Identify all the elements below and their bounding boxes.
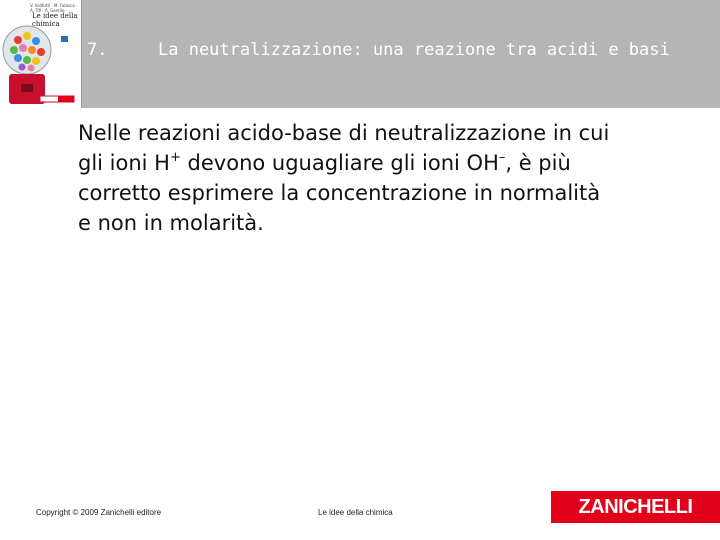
section-number: 7. [87, 40, 108, 60]
body-line-1: Nelle reazioni acido-base di neutralizzazione in cui [78, 121, 610, 145]
cover-book-title: Le idee della chimica [32, 12, 78, 28]
oh-ion-charge: – [498, 150, 506, 165]
cover-author-line: V. Valitutti · M. Falasca · A. Tifi · A. Gentile [30, 3, 78, 13]
book-cover-thumbnail [0, 0, 82, 108]
footer-copyright: Copyright © 2009 Zanichelli editore [36, 508, 162, 517]
footer-book-title: Le idee della chimica [318, 508, 393, 517]
page-title: La neutralizzazione: una reazione tra acidi e basi [158, 40, 670, 60]
body-line-3: corretto esprimere la concentrazione in normalità [78, 181, 601, 205]
h-ion-charge: + [169, 150, 181, 165]
body-line-2-start: gli ioni H [78, 151, 170, 175]
body-line-4: e non in molarità. [78, 211, 264, 235]
publisher-logo: ZANICHELLI [551, 491, 720, 523]
body-paragraph [78, 118, 698, 238]
body-line-2-middle: devono uguagliare gli ioni OH [180, 151, 499, 175]
body-line-2-end: , è più [505, 151, 571, 175]
